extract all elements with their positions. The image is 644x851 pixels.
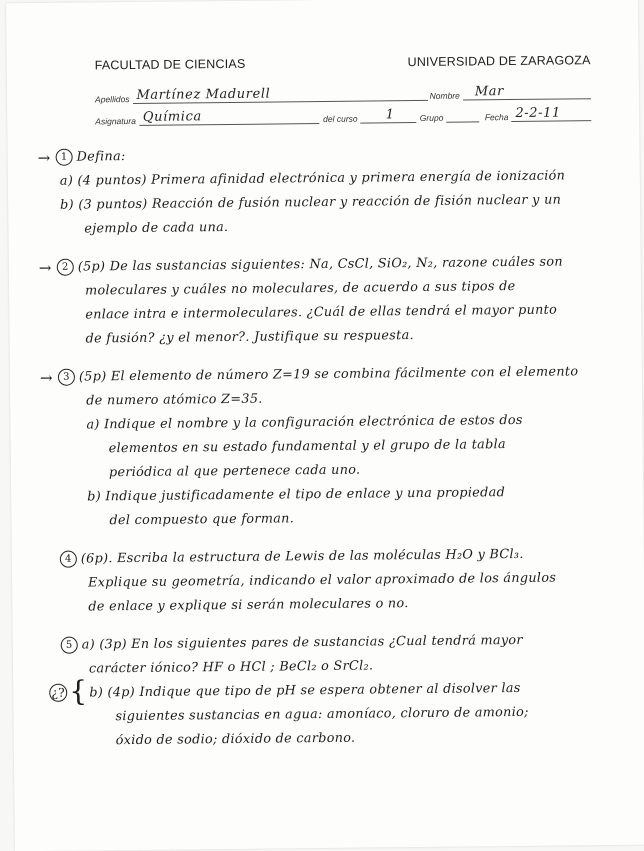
nombre-value: Mar <box>474 84 504 100</box>
question-text: de numero atómico Z=35. <box>86 391 263 409</box>
question-text: carácter iónico? HF o HCl ; BeCl₂ o SrCl₂. <box>88 658 374 677</box>
question-number: 1 <box>56 149 73 166</box>
question-1 <box>38 140 619 242</box>
apellidos-label: Apellidos <box>94 94 130 105</box>
nombre-label: Nombre <box>429 90 460 101</box>
apellidos-value: Martínez Madurell <box>136 86 271 103</box>
question-text: a) (3p) En los siguientes pares de sustancias ¿Cual tendrá mayor <box>81 632 523 653</box>
arrow-icon: → <box>37 148 51 167</box>
fecha-value: 2-2-11 <box>515 105 561 121</box>
question-2 <box>39 250 620 352</box>
university-name: UNIVERSIDAD DE ZARAGOZA <box>407 53 591 70</box>
question-number: 5 <box>61 637 78 654</box>
fecha-field <box>511 102 591 122</box>
faculty-name: FACULTAD DE CIENCIAS <box>94 56 246 73</box>
asignatura-value: Química <box>142 109 202 125</box>
question-mark-icon: ¿? <box>49 684 67 702</box>
question-number: 3 <box>58 369 75 386</box>
question-text: enlace intra e intermoleculares. ¿Cuál de ellas tendrá el mayor punto <box>85 302 558 323</box>
question-text: de fusión? ¿y el menor?. Justifique su respuesta. <box>85 328 414 347</box>
brace-icon: { <box>69 674 88 708</box>
curso-field <box>360 104 415 124</box>
exam-header <box>95 53 592 126</box>
question-text: Defina: <box>76 149 126 165</box>
question-text: de enlace y explique si serán moleculares o no. <box>88 596 409 615</box>
question-number: 2 <box>57 259 74 276</box>
fecha-label: Fecha <box>484 112 509 123</box>
question-number: 4 <box>60 551 77 568</box>
question-text: moleculares y cuáles no moleculares, de acuerdo a sus tipos de <box>84 278 516 299</box>
asignatura-field <box>139 105 319 126</box>
question-text: (5p) De las sustancias siguientes: Na, CsCl, SiO₂, N₂, razone cuáles son <box>77 254 564 275</box>
question-text: a) Indique el nombre y la configuración electrónica de estos dos <box>86 412 523 433</box>
arrow-icon: → <box>38 258 52 277</box>
question-text: (6p). Escriba la estructura de Lewis de las moléculas H₂O y BCl₃. <box>80 546 524 567</box>
student-fields <box>95 77 591 126</box>
asignatura-label: Asignatura <box>95 115 136 127</box>
question-text: b) (4p) Indique que tipo de pH se espera obtener al disolver las <box>89 680 521 701</box>
exam-sheet <box>6 0 644 851</box>
question-text: del compuesto que forman. <box>109 511 295 529</box>
exam-questions <box>38 140 624 768</box>
question-text: b) Indique justificadamente el tipo de enlace y una propiedad <box>87 485 506 505</box>
apellidos-field <box>132 82 427 104</box>
question-text: a) (4 puntos) Primera afinidad electrónica y primera energía de ionización <box>59 168 566 189</box>
grupo-label: Grupo <box>419 112 444 123</box>
curso-label: del curso <box>323 113 358 124</box>
curso-value: 1 <box>385 107 395 123</box>
question-text: óxido de sodio; dióxido de carbono. <box>115 730 356 749</box>
arrow-icon: → <box>39 368 53 387</box>
question-text: siguientes sustancias en agua: amoníaco, cloruro de amonio; <box>115 704 529 725</box>
question-4 <box>42 542 623 620</box>
institution-row <box>95 53 591 72</box>
grupo-field <box>446 103 479 122</box>
question-text: periódica al que pertenece cada uno. <box>108 462 361 481</box>
question-5 <box>43 628 624 754</box>
question-text: Explique su geometría, indicando el valor aproximado de los ángulos <box>88 570 557 591</box>
question-text: (5p) El elemento de número Z=19 se combina fácilmente con el elemento <box>78 364 579 385</box>
question-3 <box>40 360 622 534</box>
question-text: elementos en su estado fundamental y el grupo de la tabla <box>108 437 506 457</box>
nombre-field <box>463 80 591 100</box>
question-text: ejemplo de cada una. <box>84 219 229 237</box>
question-text: b) (3 puntos) Reacción de fusión nuclear y reacción de fisión nuclear y un <box>60 192 562 213</box>
